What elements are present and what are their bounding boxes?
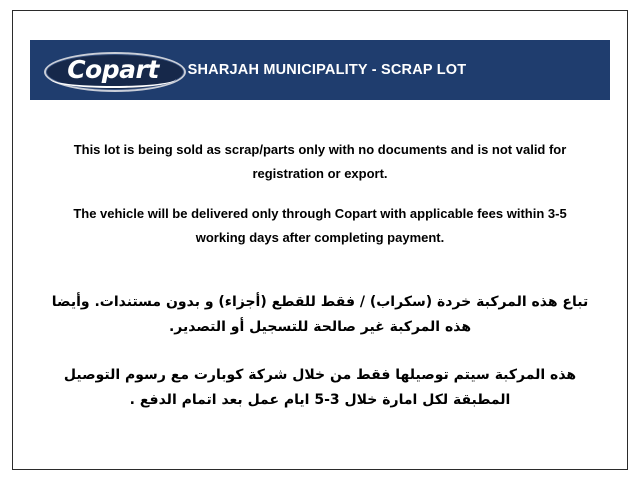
- arabic-notice: [40, 290, 600, 436]
- logo-text: Copart: [67, 55, 159, 84]
- page-title: SHARJAH MUNICIPALITY - SCRAP LOT: [187, 62, 467, 78]
- english-paragraph-2: The vehicle will be delivered only through Copart with applicable fees within 3-5 working days after completing payment.: [73, 206, 567, 246]
- header-bar: [30, 40, 610, 100]
- english-notice: [52, 138, 588, 266]
- copart-logo: [44, 48, 184, 92]
- arabic-paragraph-1: تباع هذه المركبة خردة (سكراب) / فقط للقطع (أجزاء) و بدون مستندات. وأيضا هذه المركبة غير صالحة للتسجيل أو التصدير.: [51, 294, 589, 335]
- arabic-paragraph-2: هذه المركبة سيتم توصيلها فقط من خلال شركة كوبارت مع رسوم التوصيل المطبقة لكل امارة خلال 3-5 ايام عمل بعد اتمام الدفع .: [63, 367, 577, 408]
- english-paragraph-1: This lot is being sold as scrap/parts only with no documents and is not valid for registration or export.: [73, 142, 567, 182]
